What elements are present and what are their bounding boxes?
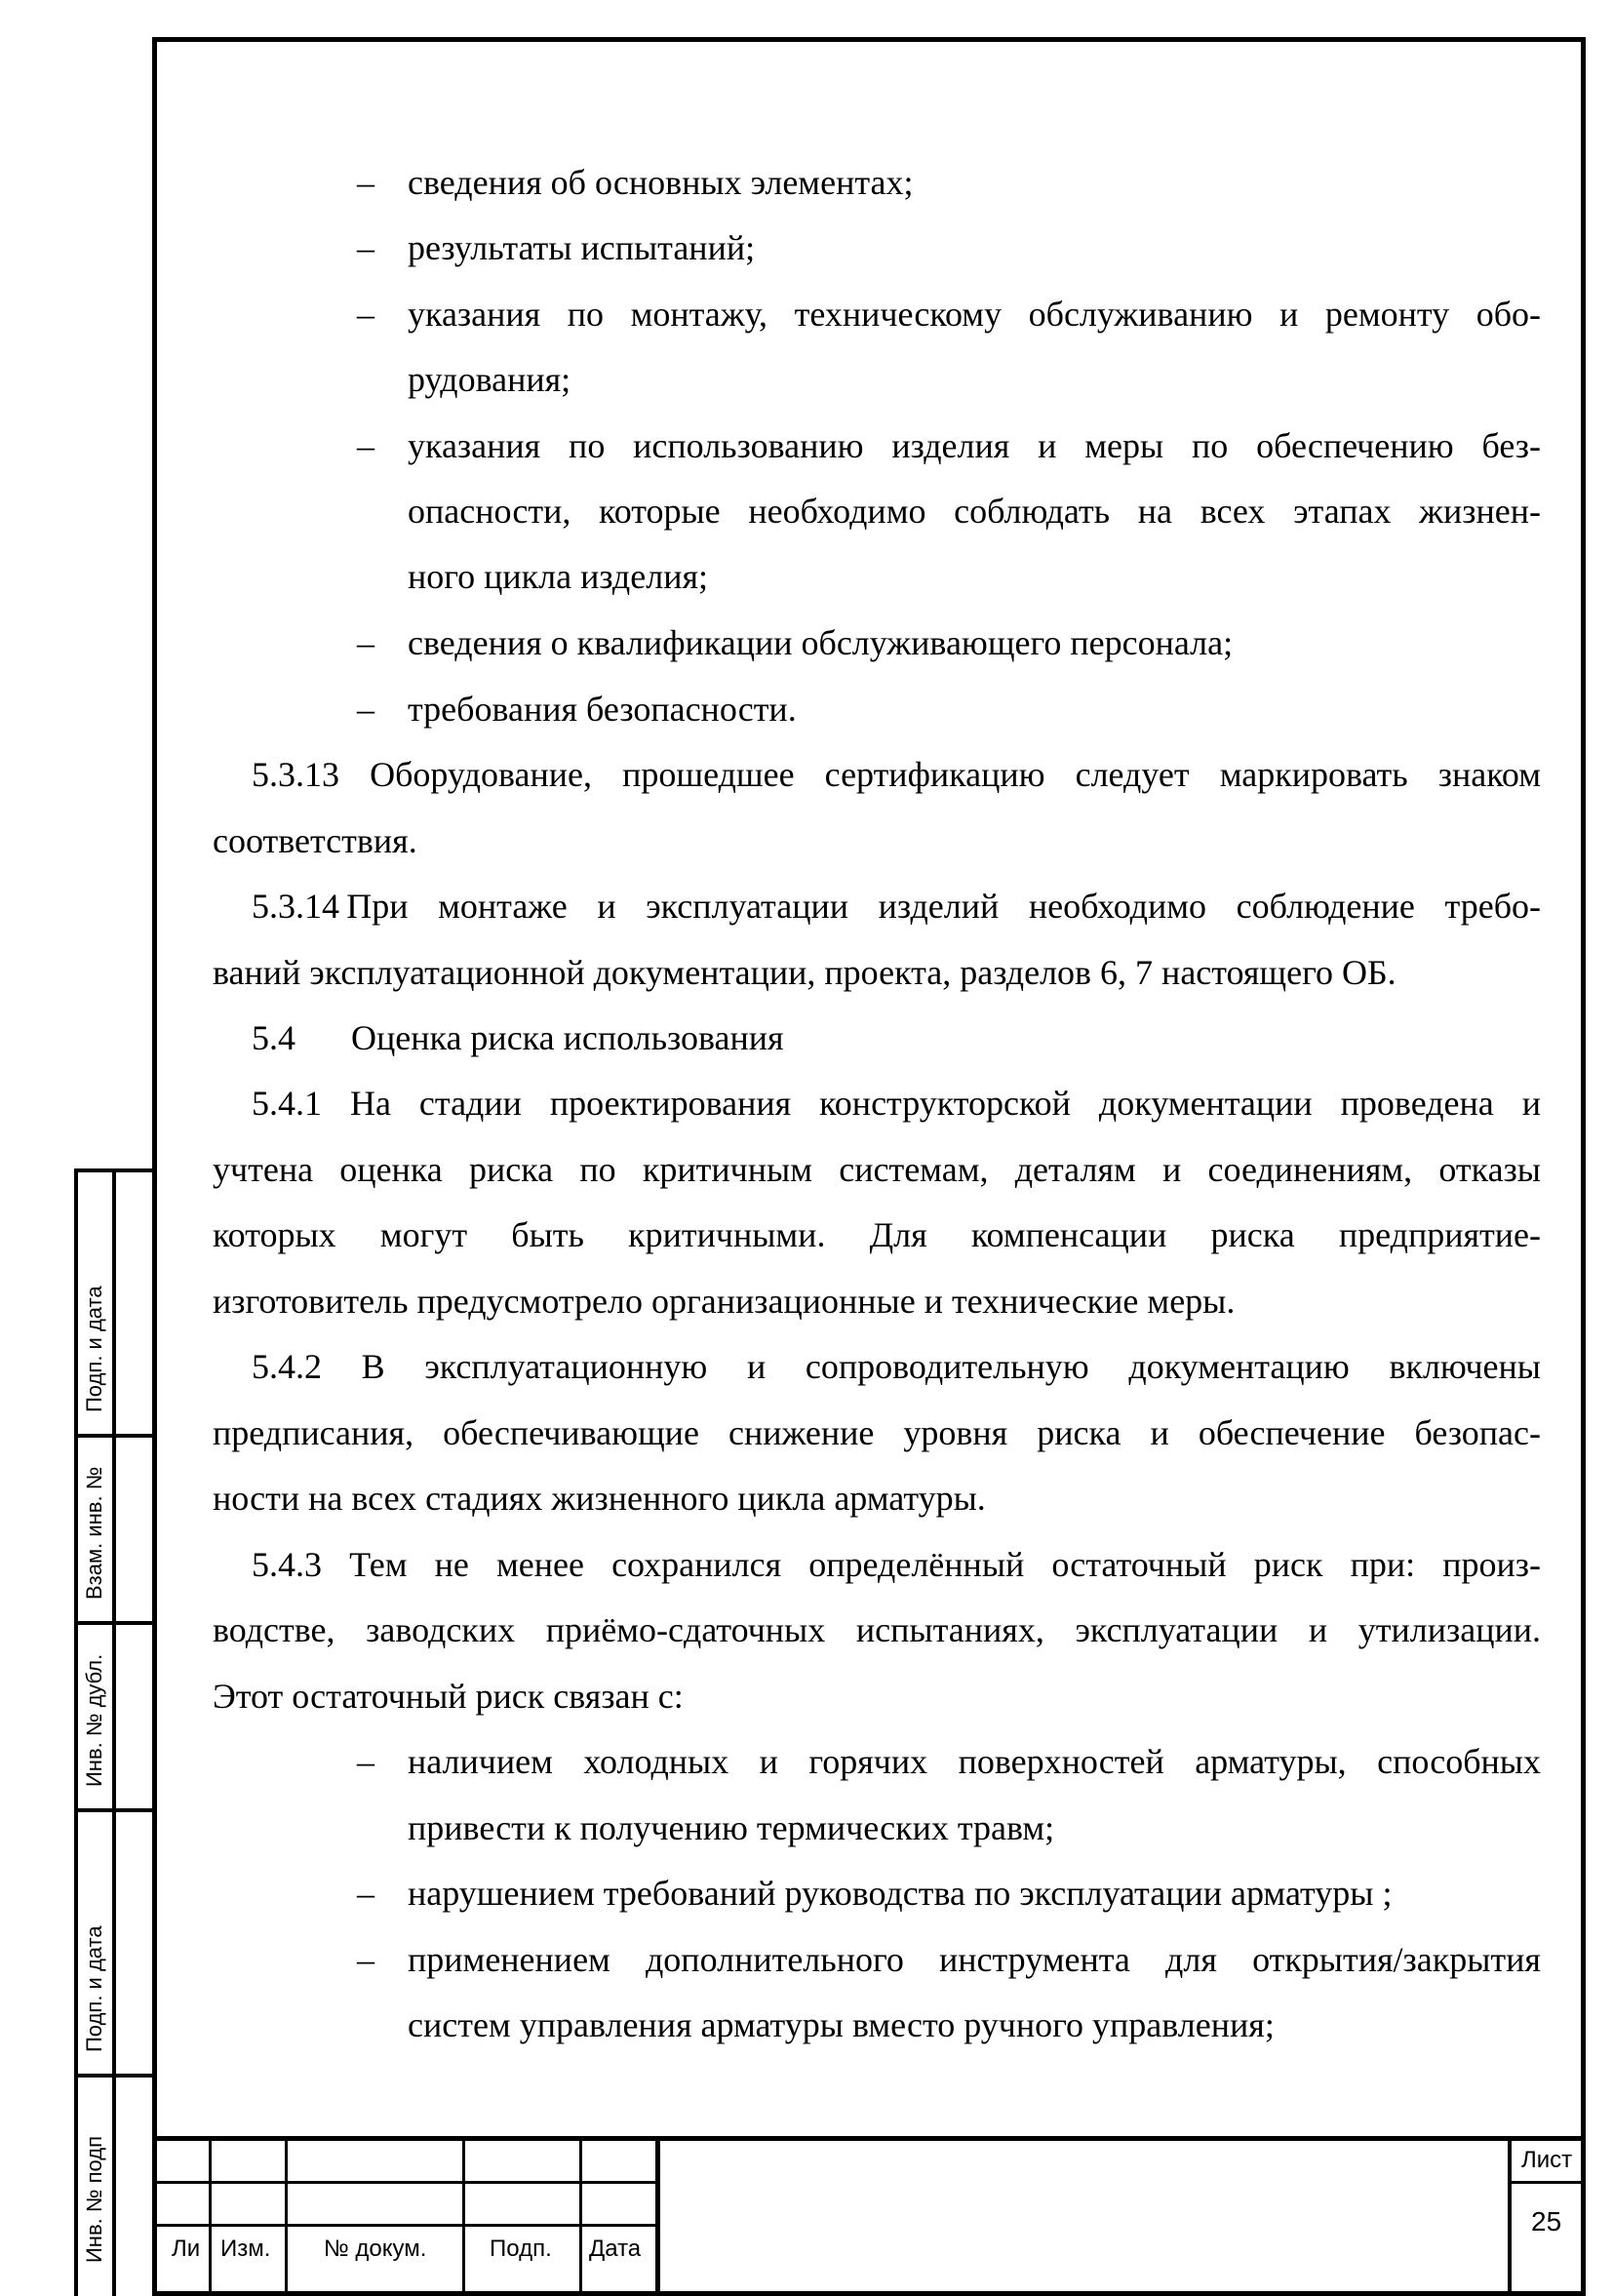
paragraph-line: предписания, обеспечивающие снижение уровня риска и обеспечение безопас- <box>213 1413 1541 1452</box>
paragraph-line: 5.3.13 Оборудование, прошедшее сертификацию следует маркировать знаком <box>252 755 1541 794</box>
list-item: требования безопасности. <box>408 690 797 729</box>
list-item-cont: ного цикла изделия; <box>408 557 709 596</box>
list-item: нарушением требований руководства по эксплуатации арматуры ; <box>408 1874 1393 1913</box>
col-label-doc-number: № докум. <box>324 2236 427 2262</box>
list-item: применением дополнительного инструмента для открытия/закрытия <box>408 1940 1541 1979</box>
side-label-sign-date-1: Подп. и дата <box>82 1286 106 1412</box>
paragraph-line: 5.4.2 В эксплуатационную и сопроводительную документацию включены <box>252 1347 1541 1386</box>
dash: – <box>357 1874 374 1913</box>
section-title: Оценка риска использования <box>351 1018 784 1057</box>
list-item: сведения о квалификации обслуживающего персонала; <box>408 623 1234 662</box>
list-item: указания по использованию изделия и меры по обеспечению без- <box>408 426 1541 465</box>
list-item-cont: опасности, которые необходимо соблюдать на всех этапах жизнен- <box>408 492 1541 531</box>
paragraph-line: учтена оценка риска по критичным системам, деталям и соединениям, отказы <box>213 1150 1541 1189</box>
paragraph-line: Этот остаточный риск связан с: <box>213 1677 684 1716</box>
list-item: наличием холодных и горячих поверхностей арматуры, способных <box>408 1742 1541 1781</box>
side-label-orig-inv: Инв. № подп <box>82 2135 106 2263</box>
paragraph-line: ности на всех стадиях жизненного цикла арматуры. <box>213 1479 986 1518</box>
paragraph-line: 5.4.1 На стадии проектирования конструкторской документации проведена и <box>252 1084 1541 1123</box>
paragraph-line: 5.4.3 Тем не менее сохранился определённый остаточный риск при: произ- <box>252 1545 1541 1584</box>
col-label-date: Дата <box>589 2236 642 2262</box>
dash: – <box>357 228 374 267</box>
section-number: 5.4 <box>252 1018 295 1057</box>
side-label-dup-inv: Инв. № дубл. <box>82 1653 106 1787</box>
paragraph-line: которых могут быть критичными. Для компенсации риска предприятие- <box>213 1215 1541 1254</box>
side-label-replace-inv: Взам. инв. № <box>82 1466 106 1600</box>
paragraph-line: 5.3.14 При монтаже и эксплуатации изделий необходимо соблюдение требо- <box>252 887 1541 926</box>
list-item: сведения об основных элементах; <box>408 163 914 202</box>
paragraph-line: водстве, заводских приёмо-сдаточных испытаниях, эксплуатации и утилизации. <box>213 1610 1541 1649</box>
sheet-label: Лист <box>1521 2147 1573 2173</box>
dash: – <box>357 1940 374 1979</box>
dash: – <box>357 426 374 465</box>
side-label-sign-date-2: Подп. и дата <box>82 1925 106 2052</box>
list-item-cont: привести к получению термических травм; <box>408 1808 1055 1847</box>
paragraph-line: соответствия. <box>213 821 417 860</box>
paragraph-line: ваний эксплуатационной документации, проекта, разделов 6, 7 настоящего ОБ. <box>213 953 1397 992</box>
sheet-number: 25 <box>1531 2206 1562 2237</box>
dash: – <box>357 163 374 202</box>
col-label-li: Ли <box>172 2236 201 2262</box>
list-item: указания по монтажу, техническому обслуживанию и ремонту обо- <box>408 295 1541 334</box>
list-item-cont: рудования; <box>408 360 571 399</box>
list-item-cont: систем управления арматуры вместо ручного управления; <box>408 2005 1275 2044</box>
dash: – <box>357 1742 374 1781</box>
list-item: результаты испытаний; <box>408 228 756 267</box>
col-label-izm: Изм. <box>220 2236 271 2262</box>
dash: – <box>357 623 374 662</box>
dash: – <box>357 295 374 334</box>
col-label-signature: Подп. <box>490 2236 552 2262</box>
dash: – <box>357 690 374 729</box>
paragraph-line: изготовитель предусмотрело организационные и технические меры. <box>213 1282 1236 1321</box>
